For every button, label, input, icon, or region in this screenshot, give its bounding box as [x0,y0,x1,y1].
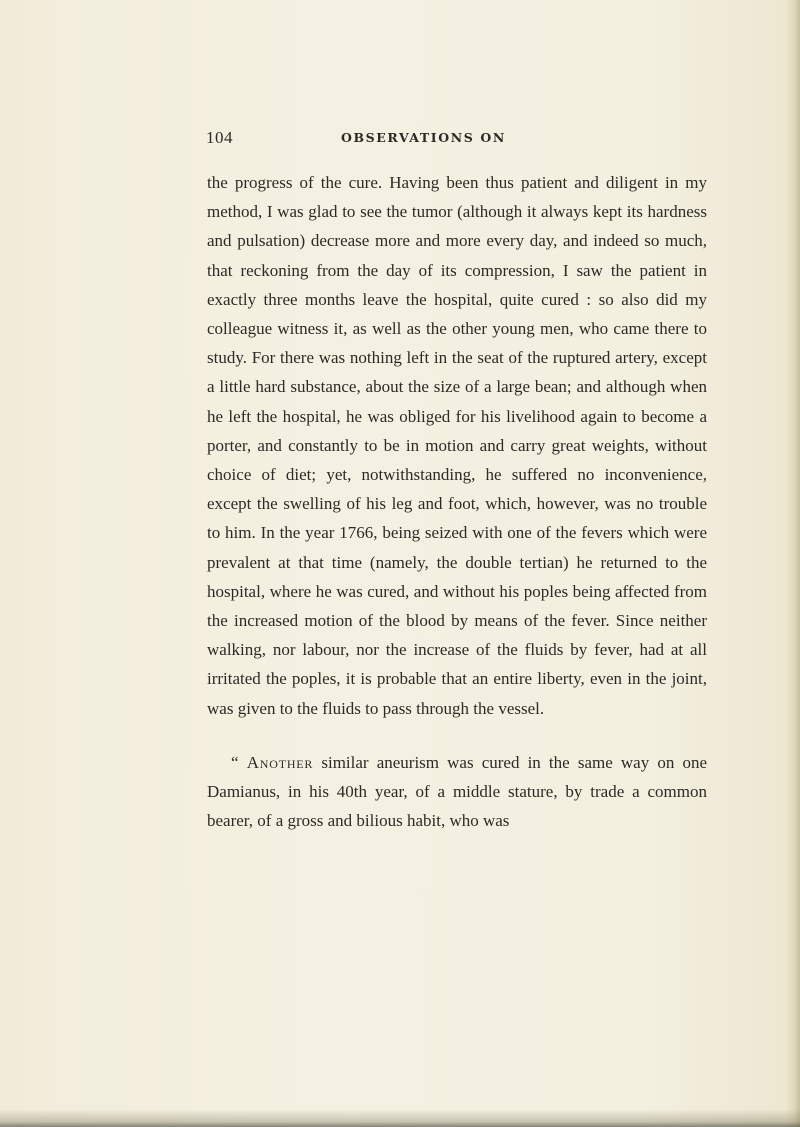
page-edge-shadow [786,0,800,1127]
open-quote: “ [231,752,239,772]
page-header [206,128,706,152]
page-bottom-edge [0,1109,800,1127]
paragraph: the progress of the cure. Having been thus patient and diligent in my method, I was glad to see the tumor (although it always kept its hardness and pulsation) decrease more and more every day, and indeed so much, that reckoning from the day of its compression, I saw the patient in exactly three months leave the hospital, quite cured : so also did my colleague witness it, as well as the other young men, who came there to study. For there was nothing left in the seat of the ruptured artery, except a little hard substance, about the size of a large bean; and although when he left the hospital, he was obliged for his livelihood again to become a porter, and constantly to be in motion and carry great weights, without choice of diet; yet, notwithstanding, he suffered no inconvenience, except the swelling of his leg and foot, which, however, was no trouble to him. In the year 1766, being seized with one of the fevers which were prevalent at that time (namely, the double tertian) he returned to the hospital, where he was cured, and without his poples being affected from the increased motion of the blood by means of the fever. Since neither walking, nor labour, nor the increase of the fluids by fever, had at all irritated the poples, it is probable that an entire liberty, even in the joint, was given to the fluids to pass through the vessel. [207,173,707,718]
running-head: OBSERVATIONS ON [341,130,506,145]
paragraph [207,748,707,836]
paragraph-lead-word: Another [246,752,314,772]
paragraph-text: similar aneurism was cured in the same way on one Damianus, in his 40th year, of a middle stature, by trade a common bearer, of a gross and bilious habit, who was [207,752,708,831]
body-text [207,168,707,835]
page-number: 104 [206,128,233,147]
